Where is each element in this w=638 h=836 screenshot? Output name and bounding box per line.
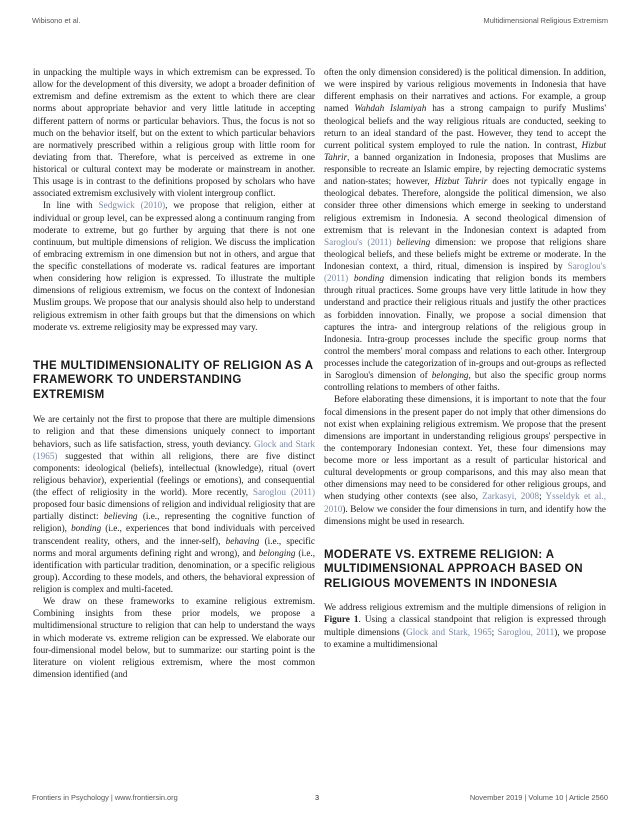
page-number: 3 — [315, 793, 320, 802]
emphasis: bonding — [353, 273, 385, 284]
paragraph: We draw on these frameworks to examine religious extremism. Combining insights from these prior models, we propose a multidimensional structure to religion that can help to understand the ways in which moderate vs. extreme religion can be expressed. We elaborate our four-dimensional model below, but to summarize: our starting point is the literature on violent religious extremism, where the most common dimension identified (and — [33, 596, 315, 679]
citation-link[interactable]: Saroglou's (2011) — [324, 236, 392, 247]
emphasis: bonding — [71, 523, 102, 534]
section-heading: THE MULTIDIMENSIONALITY OF RELIGION AS A FRAMEWORK TO UNDERSTANDING EXTREMISM — [33, 359, 313, 401]
emphasis: Wahdah Islamiyah — [354, 103, 427, 114]
emphasis: belonging — [431, 370, 469, 381]
figure-reference-link[interactable]: Figure 1 — [324, 614, 359, 625]
paragraph: in unpacking the multiple ways in which extremism can be expressed. To allow for the development of this diversity, we adopt a broader definition of extremism and define extremism as the extent to which there are clear norms about appropriate behavior and very little latitude in accepting different pattern of norms or particular behaviors. Thus, the focus is not so much on the behavior itself, but on the extent to which particular behaviors are normatively prescribed within a religious group with little room for deviating from that. Therefore, what is perceived as extreme in one historical or cultural context may be moderate or mainstream in another. This usage is in contrast to the definitions proposed by scholars who have associated extremism exclusively with violent intergroup conflict. — [33, 67, 315, 199]
citation-link[interactable]: Saroglou (2011) — [252, 487, 316, 497]
paragraph: In line with Sedgwick (2010), we propose that religion, either at individual or group level, can be expressed along a continuum ranging from moderate to extreme, but go further by arguing that there is not one continuum, but multiple dimensions of religion. We discuss the implication of embracing extremism in one dimension but not in others, and argue that the specific constellations of moderate vs. radical features are important when considering how religion is expressed. To illustrate the multiple dimensions of religious extremism, we focus on the context of Indonesian Muslim groups. We propose that our analysis should also help to understand religious extremism in other faith groups but that the dimensions on which moderate vs. extreme religiosity may be expressed may vary. — [33, 200, 316, 332]
paragraph: Before elaborating these dimensions, it is important to note that the four focal dimensions in the present paper do not imply that other dimensions do not exist when explaining religious extremism. We propose that the present dimensions are important in understanding religious groups' perspective in the contemporary Indonesian context. Yet, these four dimensions may become more or less important as a result of particular historical and cultural developments or group comparisons, and this may also mean that other dimensions may need to be considered for other religious groups, and when studying other contexts (see also, Zarkasyi, 2008; Ysseldyk et al., 2010). Below we consider the four dimensions in turn, and identify how the dimensions might be used in research. — [324, 394, 606, 526]
citation-link[interactable]: Glock and Stark, 1965 — [406, 626, 492, 637]
citation-link[interactable]: Zarkasyi, 2008 — [482, 491, 540, 502]
emphasis: belonging — [258, 547, 296, 558]
running-header-authors: Wibisono et al. — [32, 16, 81, 25]
emphasis: believing — [103, 511, 138, 522]
emphasis: believing — [396, 236, 431, 247]
footer-issue: November 2019 | Volume 10 | Article 2560 — [469, 793, 608, 802]
paragraph: We are certainly not the first to propose that there are multiple dimensions to religion and that these dimensions uniquely connect to important behaviors, such as life satisfaction, stress, youth deviancy. Glock and Stark (1965) suggested that within all religions, there are five distinct components: ideological (beliefs), intellectual (knowledge), ritual (overt religious behavior), experiential (feelings or emotions), and consequential (the effect of religiosity in the world). More recently, Saroglou (2011) proposed four basic dimensions of religion and individual religiosity that are partially distinct: believing (i.e., representing the cognitive function of religion), bonding (i.e., experiences that bond individuals with perceived transcendent reality, others, and the inner-self), behaving (i.e., specific norms and moral arguments defining right and wrong), and belonging (i.e., identification with particular tradition, denomination, or a specific religious group). According to these models, and others, the behavioral expression of religion is complex and multi-faceted. — [33, 414, 316, 594]
footer-journal: Frontiers in Psychology | www.frontiersin.org — [32, 793, 178, 802]
paragraph: We address religious extremism and the multiple dimensions of religion in Figure 1. Using a classical standpoint that religion is expressed through multiple dimensions (Glock and Stark, 1965; Saroglou, 2011), we propose to examine a multidimensional — [324, 602, 607, 649]
citation-link[interactable]: Sedgwick (2010) — [98, 200, 166, 211]
running-header-title: Multidimensional Religious Extremism — [483, 16, 608, 25]
section-heading: MODERATE VS. EXTREME RELIGION: A MULTIDIMENSIONAL APPROACH BASED ON RELIGIOUS MOVEMENTS IN INDONESIA — [324, 548, 583, 590]
emphasis: Hizbut Tahrir — [324, 139, 606, 162]
citation-link[interactable]: Saroglou's (2011) — [324, 261, 606, 284]
citation-link[interactable]: Saroglou, 2011 — [497, 626, 555, 637]
citation-link[interactable]: Ysseldyk et al., 2010 — [324, 491, 606, 514]
emphasis: behaving — [225, 535, 260, 546]
emphasis: Hizbut Tahrir — [434, 176, 488, 187]
citation-link[interactable]: Glock and Stark (1965) — [33, 438, 315, 461]
left-column — [33, 66, 315, 680]
right-column — [324, 66, 606, 650]
paragraph: often the only dimension considered) is the political dimension. In addition, we were inspired by various religious movements in Indonesia that have different emphasis on their narratives and actions. For example, a group named Wahdah Islamiyah has a strong campaign to purify Muslims' theological beliefs and the way religious rituals are conducted, seeking to return to an ideal standard of the past. However, they tend to accept the current political system employed to rule the nation. In contrast, Hizbut Tahrir, a banned organization in Indonesia, proposes that Muslims are responsible to recreate an Islamic empire, by rejecting democratic systems and nation-states; however, Hizbut Tahrir does not typically engage in theological debates. Therefore, alongside the political dimension, we also consider three other dimensions which emerge in seeking to understand religious extremism in Indonesia. A second theological dimension of extremism that is relevant in the Indonesian context is adapted from Saroglou's (2011) believing dimension: we propose that religions share theological beliefs, and these beliefs might be extreme or moderate. In the Indonesian context, a third, ritual, dimension is inspired by Saroglou's (2011) bonding dimension indicating that religion bonds its members through ritual practices. Some groups have very little latitude in how they understand and practice their religious rituals and justify the other practices as forbidden innovation. Finally, we propose a social dimension that captures the intra- and intergroup relations of the religious group in Indonesia. Intra-group processes include the specific group norms that control the members' moral compass and relations to each other. Intergroup processes include the categorization of in-groups and out-groups as reflected in Saroglou's dimension of belonging, but also the specific group norms controlling relations to members of other faiths. — [324, 67, 607, 393]
